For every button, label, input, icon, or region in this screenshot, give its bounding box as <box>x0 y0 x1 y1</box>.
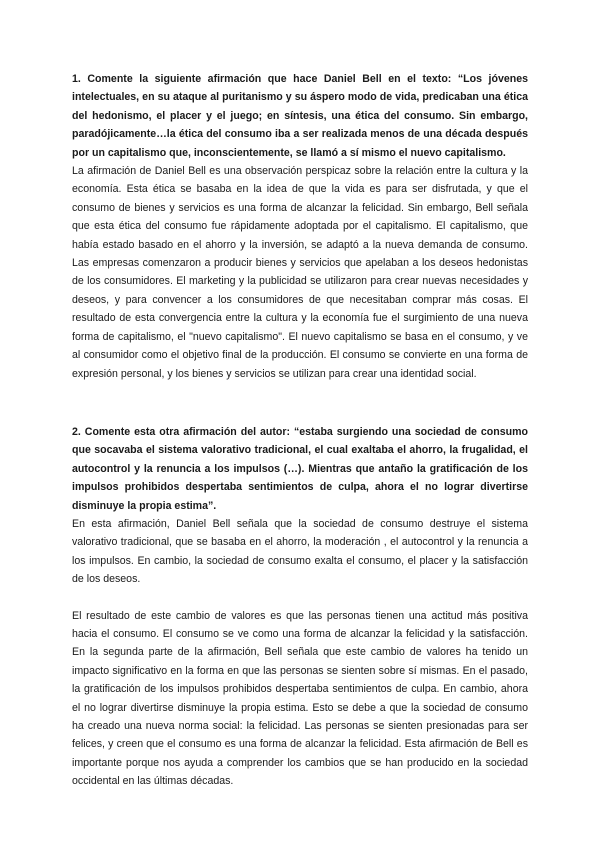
section-spacer <box>72 383 528 423</box>
question-2-title: 2. Comente esta otra afirmación del autor: “estaba surgiendo una sociedad de consumo que socavaba el sistema valorativo tradicional, el cual exaltaba el ahorro, la frugalidad, el autocontrol y la renuncia a los impulsos (…). Mientras que antaño la gratificación de los impulsos prohibidos despertaba sentimientos de culpa, ahora el no lograr divertirse disminuye la propia estima”. <box>72 425 528 512</box>
section-1 <box>72 70 528 383</box>
document-page <box>72 70 528 791</box>
answer-2-paragraph-1: En esta afirmación, Daniel Bell señala que la sociedad de consumo destruye el sistema valorativo tradicional, que se basaba en el ahorro, la moderación , el autocontrol y la renuncia a los impulsos. En cambio, la sociedad de consumo exalta el consumo, el placer y la satisfacción de los deseos. <box>72 517 528 586</box>
question-1-title: 1. Comente la siguiente afirmación que hace Daniel Bell en el texto: “Los jóvenes intelectuales, en su ataque al puritanismo y su áspero modo de vida, predicaban una ética del hedonismo, el placer y el juego; en síntesis, una ética del consumo. Sin embargo, paradójicamente…la ética del consumo iba a ser realizada menos de una década después por un capitalismo que, inconscientemente, se llamó a sí mismo el nuevo capitalismo. <box>72 73 528 159</box>
answer-2-paragraph-2: El resultado de este cambio de valores es que las personas tienen una actitud más positiva hacia el consumo. El consumo se ve como una forma de alcanzar la felicidad y la satisfacción. En la segunda parte de la afirmación, Bell señala que este cambio de valores ha tenido un impacto significativo en la forma en que las personas se sienten sobre sí mismas. En el pasado, la gratificación de los impulsos prohibidos despertaba sentimientos de culpa. En cambio, ahora el no lograr divertirse disminuye la propia estima. Esto se debe a que la sociedad de consumo ha creado una nueva norma social: la felicidad. Las personas se sienten presionadas para ser felices, y creen que el consumo es una forma de alcanzar la felicidad. Esta afirmación de Bell es importante porque nos ayuda a comprender los cambios que se han producido en la sociedad occidental en las últimas décadas. <box>72 609 528 788</box>
paragraph-spacer <box>72 589 528 607</box>
section-2 <box>72 423 528 791</box>
answer-1-paragraph: La afirmación de Daniel Bell es una observación perspicaz sobre la relación entre la cultura y la economía. Esta ética se basaba en la idea de que la vida es para ser disfrutada, y que el consumo de bienes y servicios es una forma de alcanzar la felicidad. Sin embargo, Bell señala que esta ética del consumo fue rápidamente adoptada por el capitalismo. El capitalismo, que había estado basado en el ahorro y la inversión, se adaptó a la nueva demanda de consumo. Las empresas comenzaron a producir bienes y servicios que apelaban a los deseos hedonistas de los consumidores. El marketing y la publicidad se utilizaron para crear nuevas necesidades y deseos, y para convencer a los consumidores de que necesitaban comprar más cosas. El resultado de esta convergencia entre la cultura y la economía fue el surgimiento de una nueva forma de capitalismo, el "nuevo capitalismo". El nuevo capitalismo se basa en el consumo, y ve al consumidor como el objetivo final de la producción. El consumo se convierte en una forma de expresión personal, y los bienes y servicios se utilizan para crear una identidad social. <box>72 165 528 380</box>
